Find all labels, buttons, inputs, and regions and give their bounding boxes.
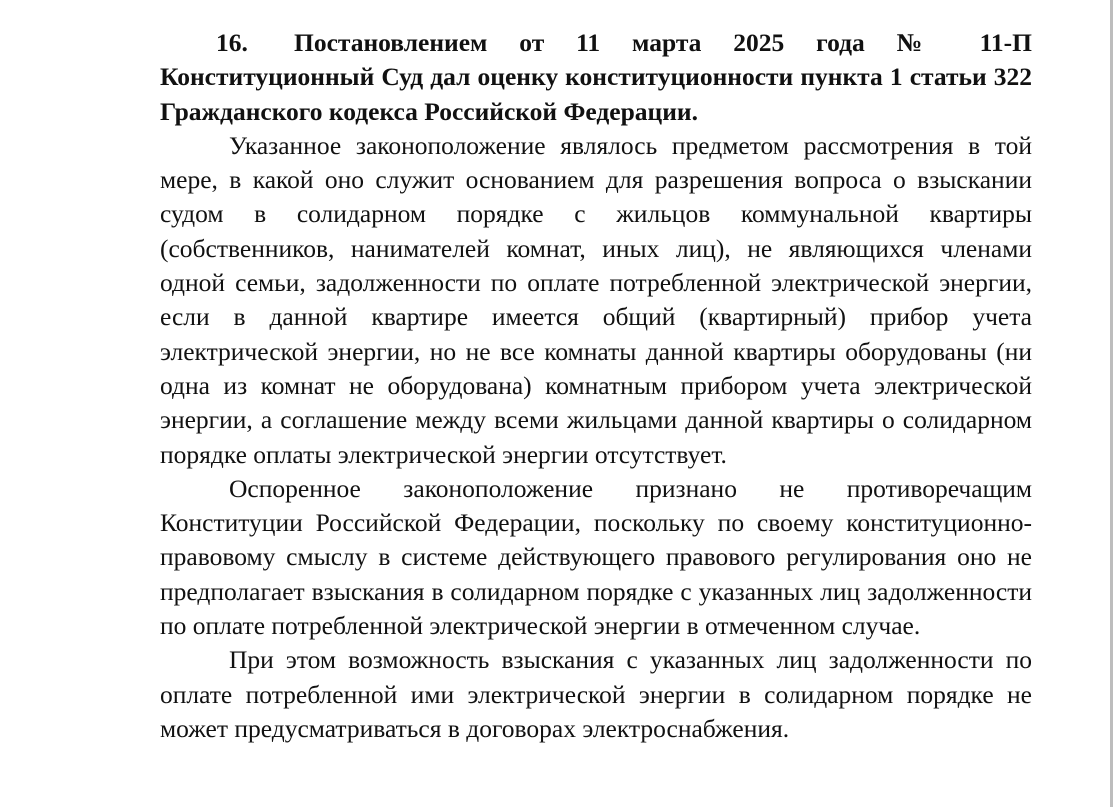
paragraph-3: При этом возможность взыскания с указанных лиц задолженности по оплате потребленной ими электрической энергии в солидарном порядке не может предусматриваться в договорах электроснабжения. bbox=[160, 645, 1032, 743]
section-heading bbox=[160, 26, 1032, 129]
section-number: 16. bbox=[216, 28, 248, 57]
document-text bbox=[160, 26, 1032, 746]
paragraph-2: Оспоренное законоположение признано не противоречащим Конституции Российской Федерации, поскольку по своему конституционно-правовому смыслу в системе действующего правового регулирования оно не предполагает взыскания в солидарном порядке с указанных лиц задолженности по оплате потребленной электрической энергии в отмеченном случае. bbox=[160, 473, 1032, 641]
section-heading-text: Постановлением от 11 марта 2025 года № 11-П Конституционный Суд дал оценку конституционности пункта 1 статьи 322 Гражданского кодекса Российской Федерации. bbox=[160, 28, 1032, 126]
paragraph-1: Указанное законоположение являлось предметом рассмотрения в той мере, в какой оно служит основанием для разрешения вопроса о взыскании судом в солидарном порядке с жильцов коммунальной квартиры (собственников, нанимателей комнат, иных лиц), не являющихся членами одной семьи, задолженности по оплате потребленной электрической энергии, если в данной квартире имеется общий (квартирный) прибор учета электрической энергии, но не все комнаты данной квартиры оборудованы (ни одна из комнат не оборудована) комнатным прибором учета электрической энергии, а соглашение между всеми жильцами данной квартиры о солидарном порядке оплаты электрической энергии отсутствует. bbox=[160, 130, 1032, 469]
